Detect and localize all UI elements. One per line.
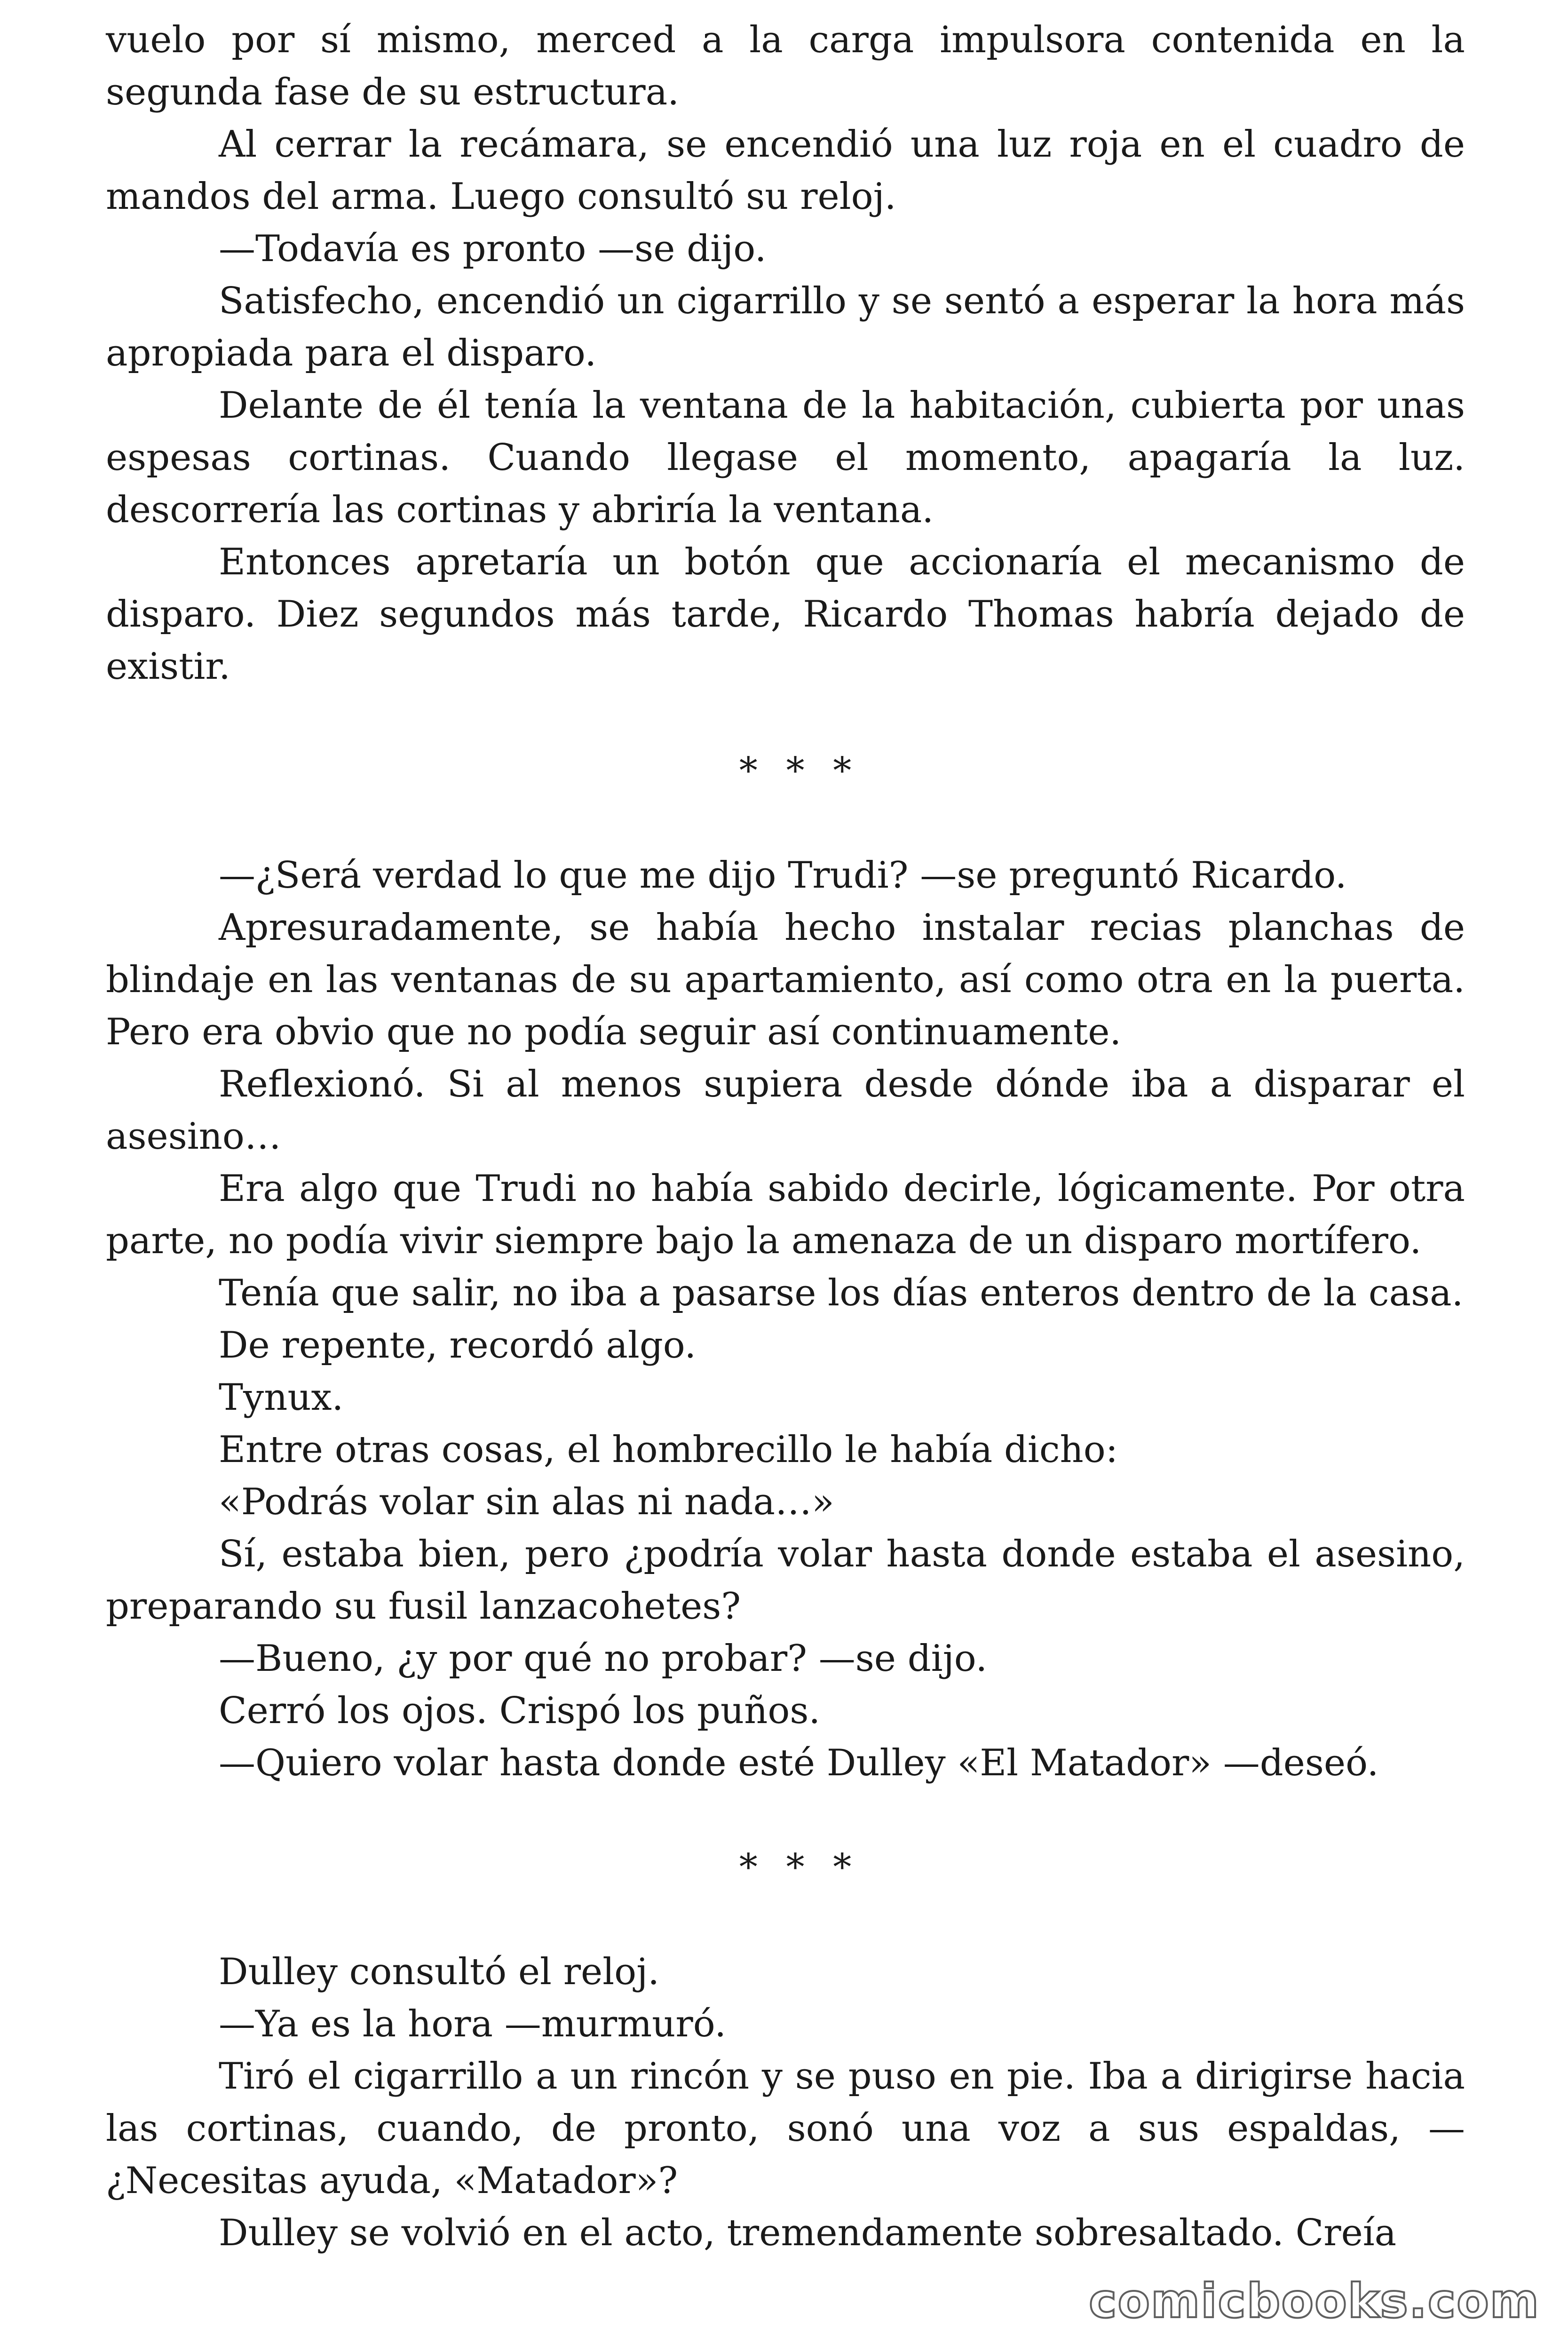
paragraph: Reflexionó. Si al menos supiera desde dónde iba a disparar el asesino… bbox=[106, 1063, 1465, 1158]
paragraph: Entre otras cosas, el hombrecillo le había dicho: bbox=[219, 1429, 1118, 1471]
paragraph: Sí, estaba bien, pero ¿podría volar hasta donde estaba el asesino, preparando su fusil lanzacohetes? bbox=[106, 1533, 1465, 1628]
book-page bbox=[106, 14, 1465, 2343]
paragraph: Delante de él tenía la ventana de la habitación, cubierta por unas espesas cortinas. Cuando llegase el momento, apagaría la luz. descorrería las cortinas y abriría la ventana. bbox=[106, 384, 1465, 531]
paragraph: Tynux. bbox=[219, 1376, 344, 1419]
text-section-2 bbox=[106, 850, 1465, 1789]
paragraph: —Ya es la hora —murmuró. bbox=[219, 2003, 727, 2045]
paragraph: Cerró los ojos. Crispó los puños. bbox=[219, 1690, 821, 1732]
paragraph: —Quiero volar hasta donde esté Dulley «El Matador» —deseó. bbox=[219, 1742, 1379, 1784]
scene-separator: * * * bbox=[739, 1846, 860, 1889]
paragraph: —¿Será verdad lo que me dijo Trudi? —se preguntó Ricardo. bbox=[219, 854, 1347, 897]
paragraph: Dulley consultó el reloj. bbox=[219, 1951, 660, 1993]
paragraph: Entonces apretaría un botón que accionaría el mecanismo de disparo. Diez segundos más tarde, Ricardo Thomas habría dejado de existir. bbox=[106, 541, 1465, 688]
text-section-3 bbox=[106, 1946, 1465, 2259]
paragraph: vuelo por sí mismo, merced a la carga impulsora contenida en la segunda fase de su estructura. bbox=[106, 19, 1465, 113]
paragraph: Al cerrar la recámara, se encendió una luz roja en el cuadro de mandos del arma. Luego consultó su reloj. bbox=[106, 123, 1465, 218]
paragraph: Era algo que Trudi no había sabido decirle, lógicamente. Por otra parte, no podía vivir siempre bajo la amenaza de un disparo mortífero. bbox=[106, 1168, 1465, 1262]
paragraph: Apresuradamente, se había hecho instalar recias planchas de blindaje en las ventanas de su apartamiento, así como otra en la puerta. Pero era obvio que no podía seguir así continuamente. bbox=[106, 906, 1465, 1053]
text-section-1 bbox=[106, 14, 1465, 693]
paragraph: «Podrás volar sin alas ni nada…» bbox=[219, 1481, 834, 1523]
paragraph: Tiró el cigarrillo a un rincón y se puso en pie. Iba a dirigirse hacia las cortinas, cuando, de pronto, sonó una voz a sus espaldas, —¿Necesitas ayuda, «Matador»? bbox=[106, 2055, 1465, 2202]
paragraph: Satisfecho, encendió un cigarrillo y se sentó a esperar la hora más apropiada para el disparo. bbox=[106, 280, 1465, 374]
paragraph: De repente, recordó algo. bbox=[219, 1324, 697, 1367]
scene-separator: * * * bbox=[739, 750, 860, 792]
paragraph: Dulley se volvió en el acto, tremendamente sobresaltado. Creía bbox=[219, 2212, 1397, 2254]
paragraph: —Bueno, ¿y por qué no probar? —se dijo. bbox=[219, 1637, 988, 1680]
paragraph: —Todavía es pronto —se dijo. bbox=[219, 228, 767, 270]
paragraph: Tenía que salir, no iba a pasarse los días enteros dentro de la casa. bbox=[219, 1272, 1464, 1314]
watermark-logo: comicbooks.com bbox=[1089, 2273, 1540, 2328]
